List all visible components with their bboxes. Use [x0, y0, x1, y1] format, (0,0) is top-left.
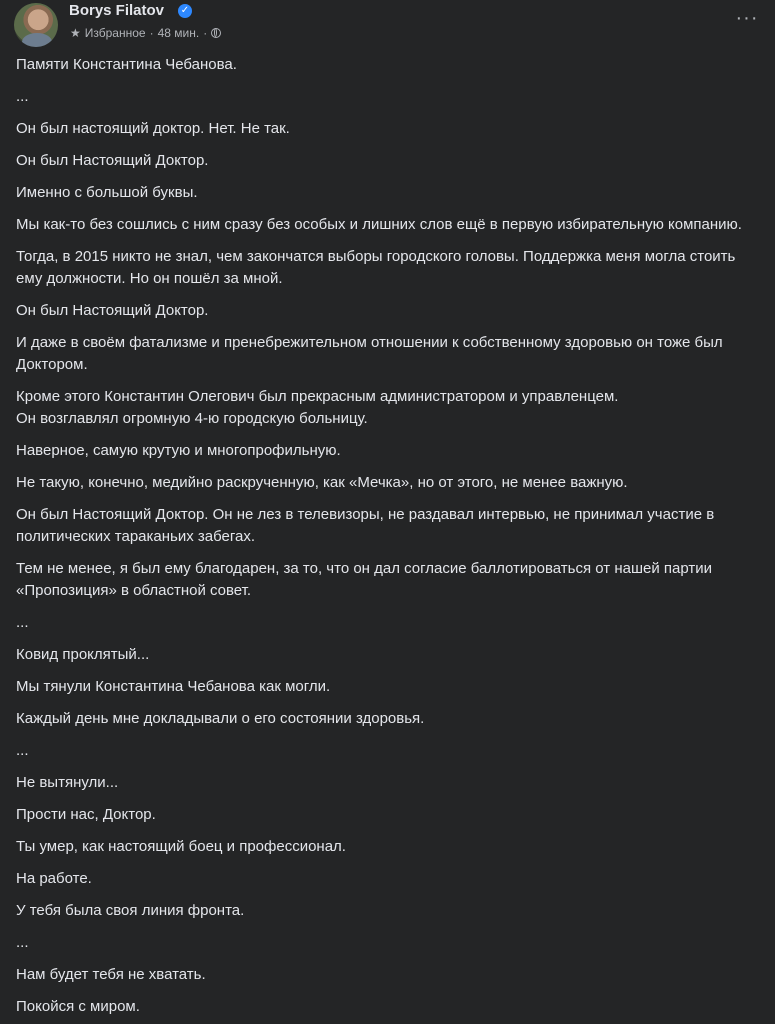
post-body: [16, 54, 764, 1024]
post-paragraph: И даже в своём фатализме и пренебрежительном отношении к собственному здоровью он тоже был Доктором.: [16, 334, 723, 373]
post-paragraph: Кроме этого Константин Олегович был прекрасным администратором и управленцем. Он возглавлял огромную 4-ю городскую больницу.: [16, 388, 619, 427]
post-paragraph: Ты умер, как настоящий боец и профессионал.: [16, 838, 346, 855]
post-paragraph: Мы как-то без сошлись с ним сразу без особых и лишних слов ещё в первую избирательную компанию.: [16, 216, 742, 233]
post-paragraph: Тем не менее, я был ему благодарен, за то, что он дал согласие баллотироваться от нашей партии «Пропозиция» в областной совет.: [16, 560, 712, 599]
star-icon: ★: [70, 26, 81, 40]
meta-separator-2: ·: [203, 26, 208, 40]
globe-icon: [211, 28, 221, 38]
verified-badge-icon: ✓: [178, 4, 192, 18]
post-paragraph: Ковид проклятый...: [16, 646, 150, 663]
post-paragraph: Он был Настоящий Доктор.: [16, 302, 209, 319]
post-paragraph: Он был Настоящий Доктор. Он не лез в телевизоры, не раздавал интервью, не принимал участие в политических тараканьих забегах.: [16, 506, 715, 545]
more-options-button[interactable]: [733, 7, 761, 35]
post-paragraph: Прости нас, Доктор.: [16, 806, 156, 823]
post-paragraph: Не такую, конечно, медийно раскрученную, как «Мечка», но от этого, не менее важную.: [16, 474, 628, 491]
post-paragraph: ...: [16, 614, 29, 631]
post-paragraph: У тебя была своя линия фронта.: [16, 902, 245, 919]
post-paragraph: Мы тянули Константина Чебанова как могли.: [16, 678, 331, 695]
avatar-shirt: [22, 33, 52, 47]
more-options-icon: ···: [735, 7, 759, 29]
post-paragraph: Он был настоящий доктор. Нет. Не так.: [16, 120, 290, 137]
meta-separator: ·: [149, 26, 154, 40]
post-paragraph: Не вытянули...: [16, 774, 119, 791]
author-avatar[interactable]: [14, 3, 58, 47]
post-paragraph: ...: [16, 742, 29, 759]
audience-label[interactable]: Избранное: [84, 26, 146, 40]
post-paragraph: Тогда, в 2015 никто не знал, чем закончатся выборы городского головы. Поддержка меня могла стоить ему должности. Но он пошёл за мной.: [16, 248, 736, 287]
post-paragraph: Каждый день мне докладывали о его состоянии здоровья.: [16, 710, 425, 727]
post-paragraph: Именно с большой буквы.: [16, 184, 198, 201]
post-paragraph: ...: [16, 934, 29, 951]
post-paragraph: Он был Настоящий Доктор.: [16, 152, 209, 169]
post-meta: [70, 26, 221, 40]
author-name[interactable]: Borys Filatov: [69, 2, 165, 19]
post-paragraph: Памяти Константина Чебанова.: [16, 56, 237, 73]
post-paragraph: Нам будет тебя не хватать.: [16, 966, 206, 983]
post-paragraph: На работе.: [16, 870, 92, 887]
post-header: [0, 0, 775, 50]
post-time[interactable]: 48 мин.: [157, 26, 200, 40]
post-paragraph: Покойся с миром.: [16, 998, 140, 1015]
post-paragraph: ...: [16, 88, 29, 105]
post-paragraph: Наверное, самую крутую и многопрофильную.: [16, 442, 341, 459]
